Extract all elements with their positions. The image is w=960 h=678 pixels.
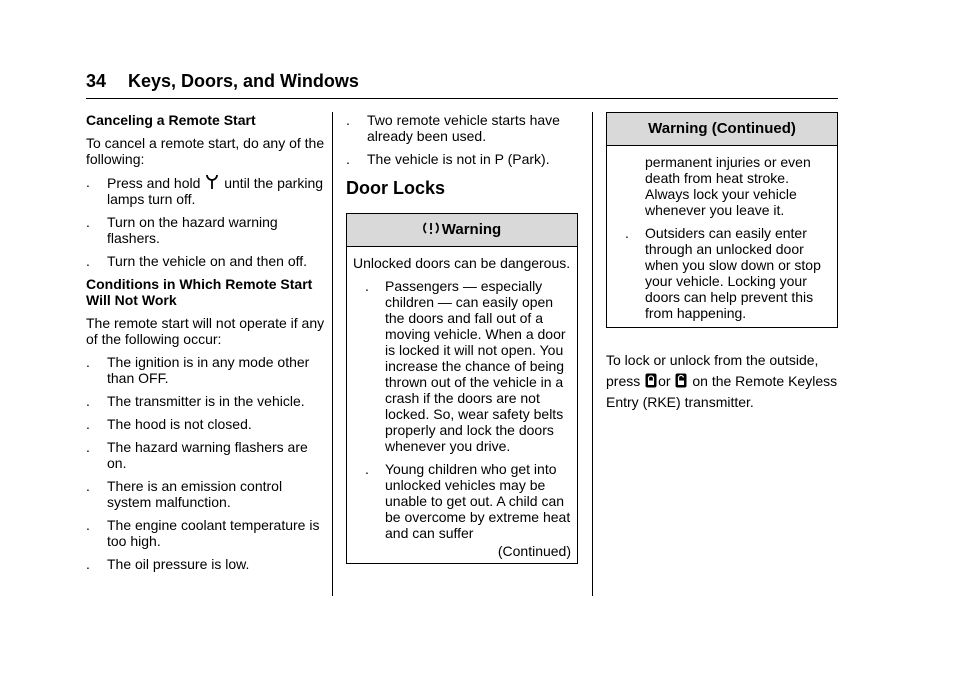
bullet-dot: . xyxy=(86,354,90,370)
list-item xyxy=(86,439,326,471)
bullet-text: Passengers — especially children — can easily open the doors and fall out of a moving vehicle. When a door is locked it will not open. You increase the chance of being thrown out of the vehicle in a crash if the doors are not locked. So, wear safety belts properly and lock the doors whenever you drive. xyxy=(385,278,566,454)
bullet-text: The hood is not closed. xyxy=(107,416,252,432)
lock-post-text: on the Remote Keyless Entry (RKE) transmitter. xyxy=(606,373,838,410)
warning-box-continued xyxy=(606,112,838,328)
warning-title: Warning xyxy=(441,221,502,238)
warning-continued-body xyxy=(607,146,837,327)
bullet-text: Turn the vehicle on and then off. xyxy=(107,253,308,269)
page-header xyxy=(86,70,838,92)
list-item xyxy=(86,416,326,432)
bullet-text: Young children who get into unlocked vehicles may be unable to get out. A child can be overcome by extreme heat and can suffer xyxy=(385,461,571,541)
list-item xyxy=(86,214,326,246)
column-divider-1 xyxy=(332,112,333,596)
lock-button-icon xyxy=(645,373,657,388)
list-item xyxy=(86,556,326,572)
bullet-dot: . xyxy=(346,151,350,167)
list-item xyxy=(346,151,578,167)
bullet-dot: . xyxy=(86,439,90,455)
bullet-dot: . xyxy=(346,112,350,128)
bullet-dot: . xyxy=(86,517,90,533)
or-text: or xyxy=(658,373,671,389)
list-item xyxy=(86,253,326,269)
column-1 xyxy=(86,112,326,579)
bullet-dot: . xyxy=(86,556,90,572)
bullet-dot: . xyxy=(86,478,90,494)
press-hold-text: Press and hold xyxy=(107,175,201,191)
warning-icon xyxy=(423,220,439,236)
bullet-dot: . xyxy=(86,393,90,409)
unlock-button-icon xyxy=(675,373,687,388)
bullet-text: The ignition is in any mode other than OFF. xyxy=(107,354,310,386)
column-2 xyxy=(346,112,578,564)
section-title-door-locks: Door Locks xyxy=(346,178,446,198)
list-item xyxy=(86,517,326,549)
bullet-text: The transmitter is in the vehicle. xyxy=(107,393,305,409)
bullet-dot: . xyxy=(365,278,369,294)
conditions-intro: The remote start will not operate if any of the following occur: xyxy=(86,315,325,347)
list-item xyxy=(613,225,831,321)
list-item xyxy=(353,278,571,454)
warning-intro: Unlocked doors can be dangerous. xyxy=(353,255,571,271)
bullet-text: Turn on the hazard warning flashers. xyxy=(107,214,278,246)
bullet-dot: . xyxy=(365,461,369,477)
bullet-text: There is an emission control system malfunction. xyxy=(107,478,283,510)
list-item xyxy=(86,393,326,409)
remote-start-icon xyxy=(206,174,218,190)
cancel-intro: To cancel a remote start, do any of the following: xyxy=(86,135,325,167)
list-item xyxy=(86,478,326,510)
bullet-text: Two remote vehicle starts have already been used. xyxy=(367,112,560,144)
bullet-text: Outsiders can easily enter through an unlocked door when you slow down or stop your vehicle. Locking your doors can help prevent this from happening. xyxy=(645,225,821,321)
warning-header xyxy=(347,214,577,247)
continued-note: (Continued) xyxy=(497,543,571,559)
bullet-dot: . xyxy=(86,174,90,190)
lock-pre-text: To lock or unlock from the outside, press xyxy=(606,352,819,389)
bullet-text: The engine coolant temperature is too high. xyxy=(107,517,320,549)
column-3 xyxy=(606,112,838,420)
bullet-text: The oil pressure is low. xyxy=(107,556,250,572)
list-item xyxy=(86,174,326,207)
chapter-title: Keys, Doors, and Windows xyxy=(128,71,359,91)
heading-conditions: Conditions in Which Remote Start Will Not Work xyxy=(86,276,313,308)
until-text: until the parking lamps turn off. xyxy=(107,175,324,207)
bullet-dot: . xyxy=(625,225,629,241)
bullet-text: The vehicle is not in P (Park). xyxy=(367,151,550,167)
bullet-dot: . xyxy=(86,214,90,230)
bullet-text: The hazard warning flashers are on. xyxy=(107,439,308,471)
heading-canceling-remote-start: Canceling a Remote Start xyxy=(86,112,256,128)
warning-body xyxy=(347,247,577,563)
warning-continued-text: permanent injuries or even death from heat stroke. Always lock your vehicle whenever you leave it. xyxy=(645,154,811,218)
list-item xyxy=(353,461,571,541)
page-number: 34 xyxy=(86,71,107,91)
list-item xyxy=(86,354,326,386)
warning-continued-header: Warning (Continued) xyxy=(607,113,837,146)
bullet-dot: . xyxy=(86,253,90,269)
list-item xyxy=(346,112,578,144)
header-rule xyxy=(86,98,838,99)
bullet-dot: . xyxy=(86,416,90,432)
warning-box xyxy=(346,213,578,564)
lock-unlock-instruction xyxy=(606,350,838,413)
column-divider-2 xyxy=(592,112,593,596)
